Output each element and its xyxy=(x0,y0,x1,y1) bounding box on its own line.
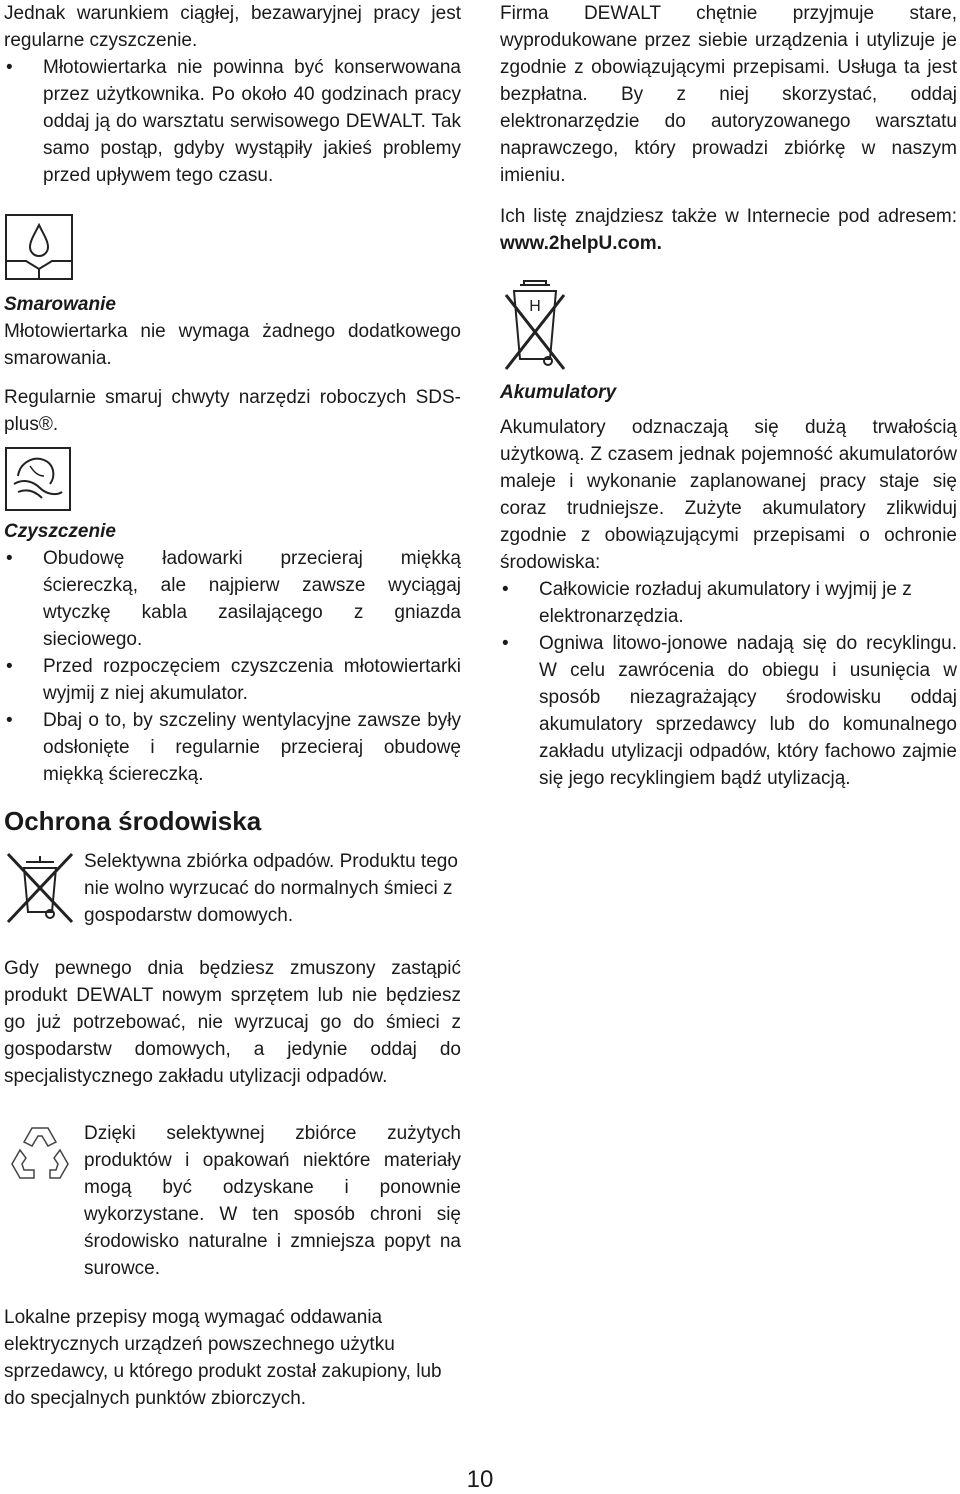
replace-product-text: Gdy pewnego dnia będziesz zmuszony zastąpić produkt DEWALT nowym sprzętem lub nie będziesz go już potrzebować, nie wyrzucaj go do śmieci z gospodarstw domowych, a jedynie oddaj do specjalistycznego zakładu utylizacji odpadów. xyxy=(4,958,461,1087)
recycle-block xyxy=(4,1120,461,1282)
cleaning-bullet: • Dbaj o to, by szczeliny wentylacyjne zawsze były odsłonięte i regularnie przecieraj obudowę miękką ściereczką. xyxy=(4,707,461,788)
service-list-paragraph xyxy=(500,203,957,257)
maintenance-intro: Jednak warunkiem ciągłej, bezawaryjnej pracy jest regularne czyszczenie. xyxy=(4,3,461,51)
batteries-heading: Akumulatory xyxy=(500,382,617,403)
maintenance-bullet: • Młotowiertarka nie powinna być konserwowana przez użytkownika. Po około 40 godzinach pracy oddaj ją do warsztatu serwisowego DEWALT. Tak samo postąp, gdyby wystąpiły jakieś problemy przed upływem tego czasu. xyxy=(4,54,461,189)
recycle-icon xyxy=(4,1120,76,1190)
firm-paragraph: Firma DEWALT chętnie przyjmuje stare, wyprodukowane przez siebie urządzenia i utylizuje je zgodnie z obowiązującymi przepisami. Usługa ta jest bezpłatna. By z niej skorzystać, oddaj elektronarzędzie do autoryzowanego warsztatu naprawczego, który prowadzi zbiórkę w naszym imieniu. xyxy=(500,3,957,186)
lubrication-heading: Smarowanie xyxy=(4,294,116,315)
crossed-bin-icon xyxy=(4,848,76,928)
batteries-bullet: • Ogniwa litowo-jonowe nadają się do recyklingu. W celu zawrócenia do obiegu i usunięcia w sposób niezagrażający środowisku oddaj akumulatory sprzedawcy lub do komunalnego zakładu utylizacji odpadów, który fachowo zajmie się jego recyklingiem bądź utylizacją. xyxy=(500,630,957,792)
lubrication-paragraph-2: Regularnie smaruj chwyty narzędzi roboczych SDS-plus®. xyxy=(4,387,461,435)
waste-collection-text: Selektywna zbiórka odpadów. Produktu tego nie wolno wyrzucać do normalnych śmieci z gospodarstw domowych. xyxy=(84,851,458,926)
batteries-list xyxy=(500,576,957,792)
cleaning-bullet: • Przed rozpoczęciem czyszczenia młotowiertarki wyjmij z niej akumulator. xyxy=(4,653,461,707)
right-column xyxy=(500,0,957,792)
environment-heading: Ochrona środowiska xyxy=(4,806,262,836)
lubrication-icon xyxy=(4,213,74,283)
lubrication-paragraph-1: Młotowiertarka nie wymaga żadnego dodatkowego smarowania. xyxy=(4,321,461,369)
cleaning-bullet: • Obudowę ładowarki przecieraj miękką ściereczką, ale najpierw zawsze wyciągaj wtyczkę kabla zasilającego z gniazda sieciowego. xyxy=(4,545,461,653)
batteries-bullet: • Całkowicie rozładuj akumulatory i wyjmij je z elektronarzędzia. xyxy=(500,576,957,630)
cleaning-cloth-icon xyxy=(4,446,72,512)
left-column xyxy=(4,0,461,1412)
recycle-text: Dzięki selektywnej zbiórce zużytych produktów i opakowań niektóre materiały mogą być odzyskane i ponownie wykorzystane. W ten sposób chroni się środowisko naturalne i zmniejsza popyt na surowce. xyxy=(84,1123,461,1279)
cleaning-heading: Czyszczenie xyxy=(4,521,116,542)
batteries-paragraph: Akumulatory odznaczają się dużą trwałością użytkową. Z czasem jednak pojemność akumulatorów maleje i wykonanie zaplanowanej pracy staje się coraz trudniejsze. Zużyte akumulatory zlikwiduj zgodnie z obowiązującymi przepisami o ochronie środowiska: xyxy=(500,417,957,573)
local-regulations-text: Lokalne przepisy mogą wymagać oddawania elektrycznych urządzeń powszechnego użytku sprzedawcy, u którego produkt został zakupiony, lub do specjalnych punktów zbiorczych. xyxy=(4,1307,442,1409)
crossed-battery-bin-icon xyxy=(500,277,570,373)
service-list-text: Ich listę znajdziesz także w Internecie pod adresem: xyxy=(500,206,957,227)
service-url: www.2helpU.com. xyxy=(500,233,662,254)
cleaning-list xyxy=(4,545,461,788)
waste-collection-block xyxy=(4,848,461,929)
maintenance-list xyxy=(4,54,461,189)
page-number: 10 xyxy=(466,1466,494,1493)
bin-letter: H xyxy=(529,298,541,315)
